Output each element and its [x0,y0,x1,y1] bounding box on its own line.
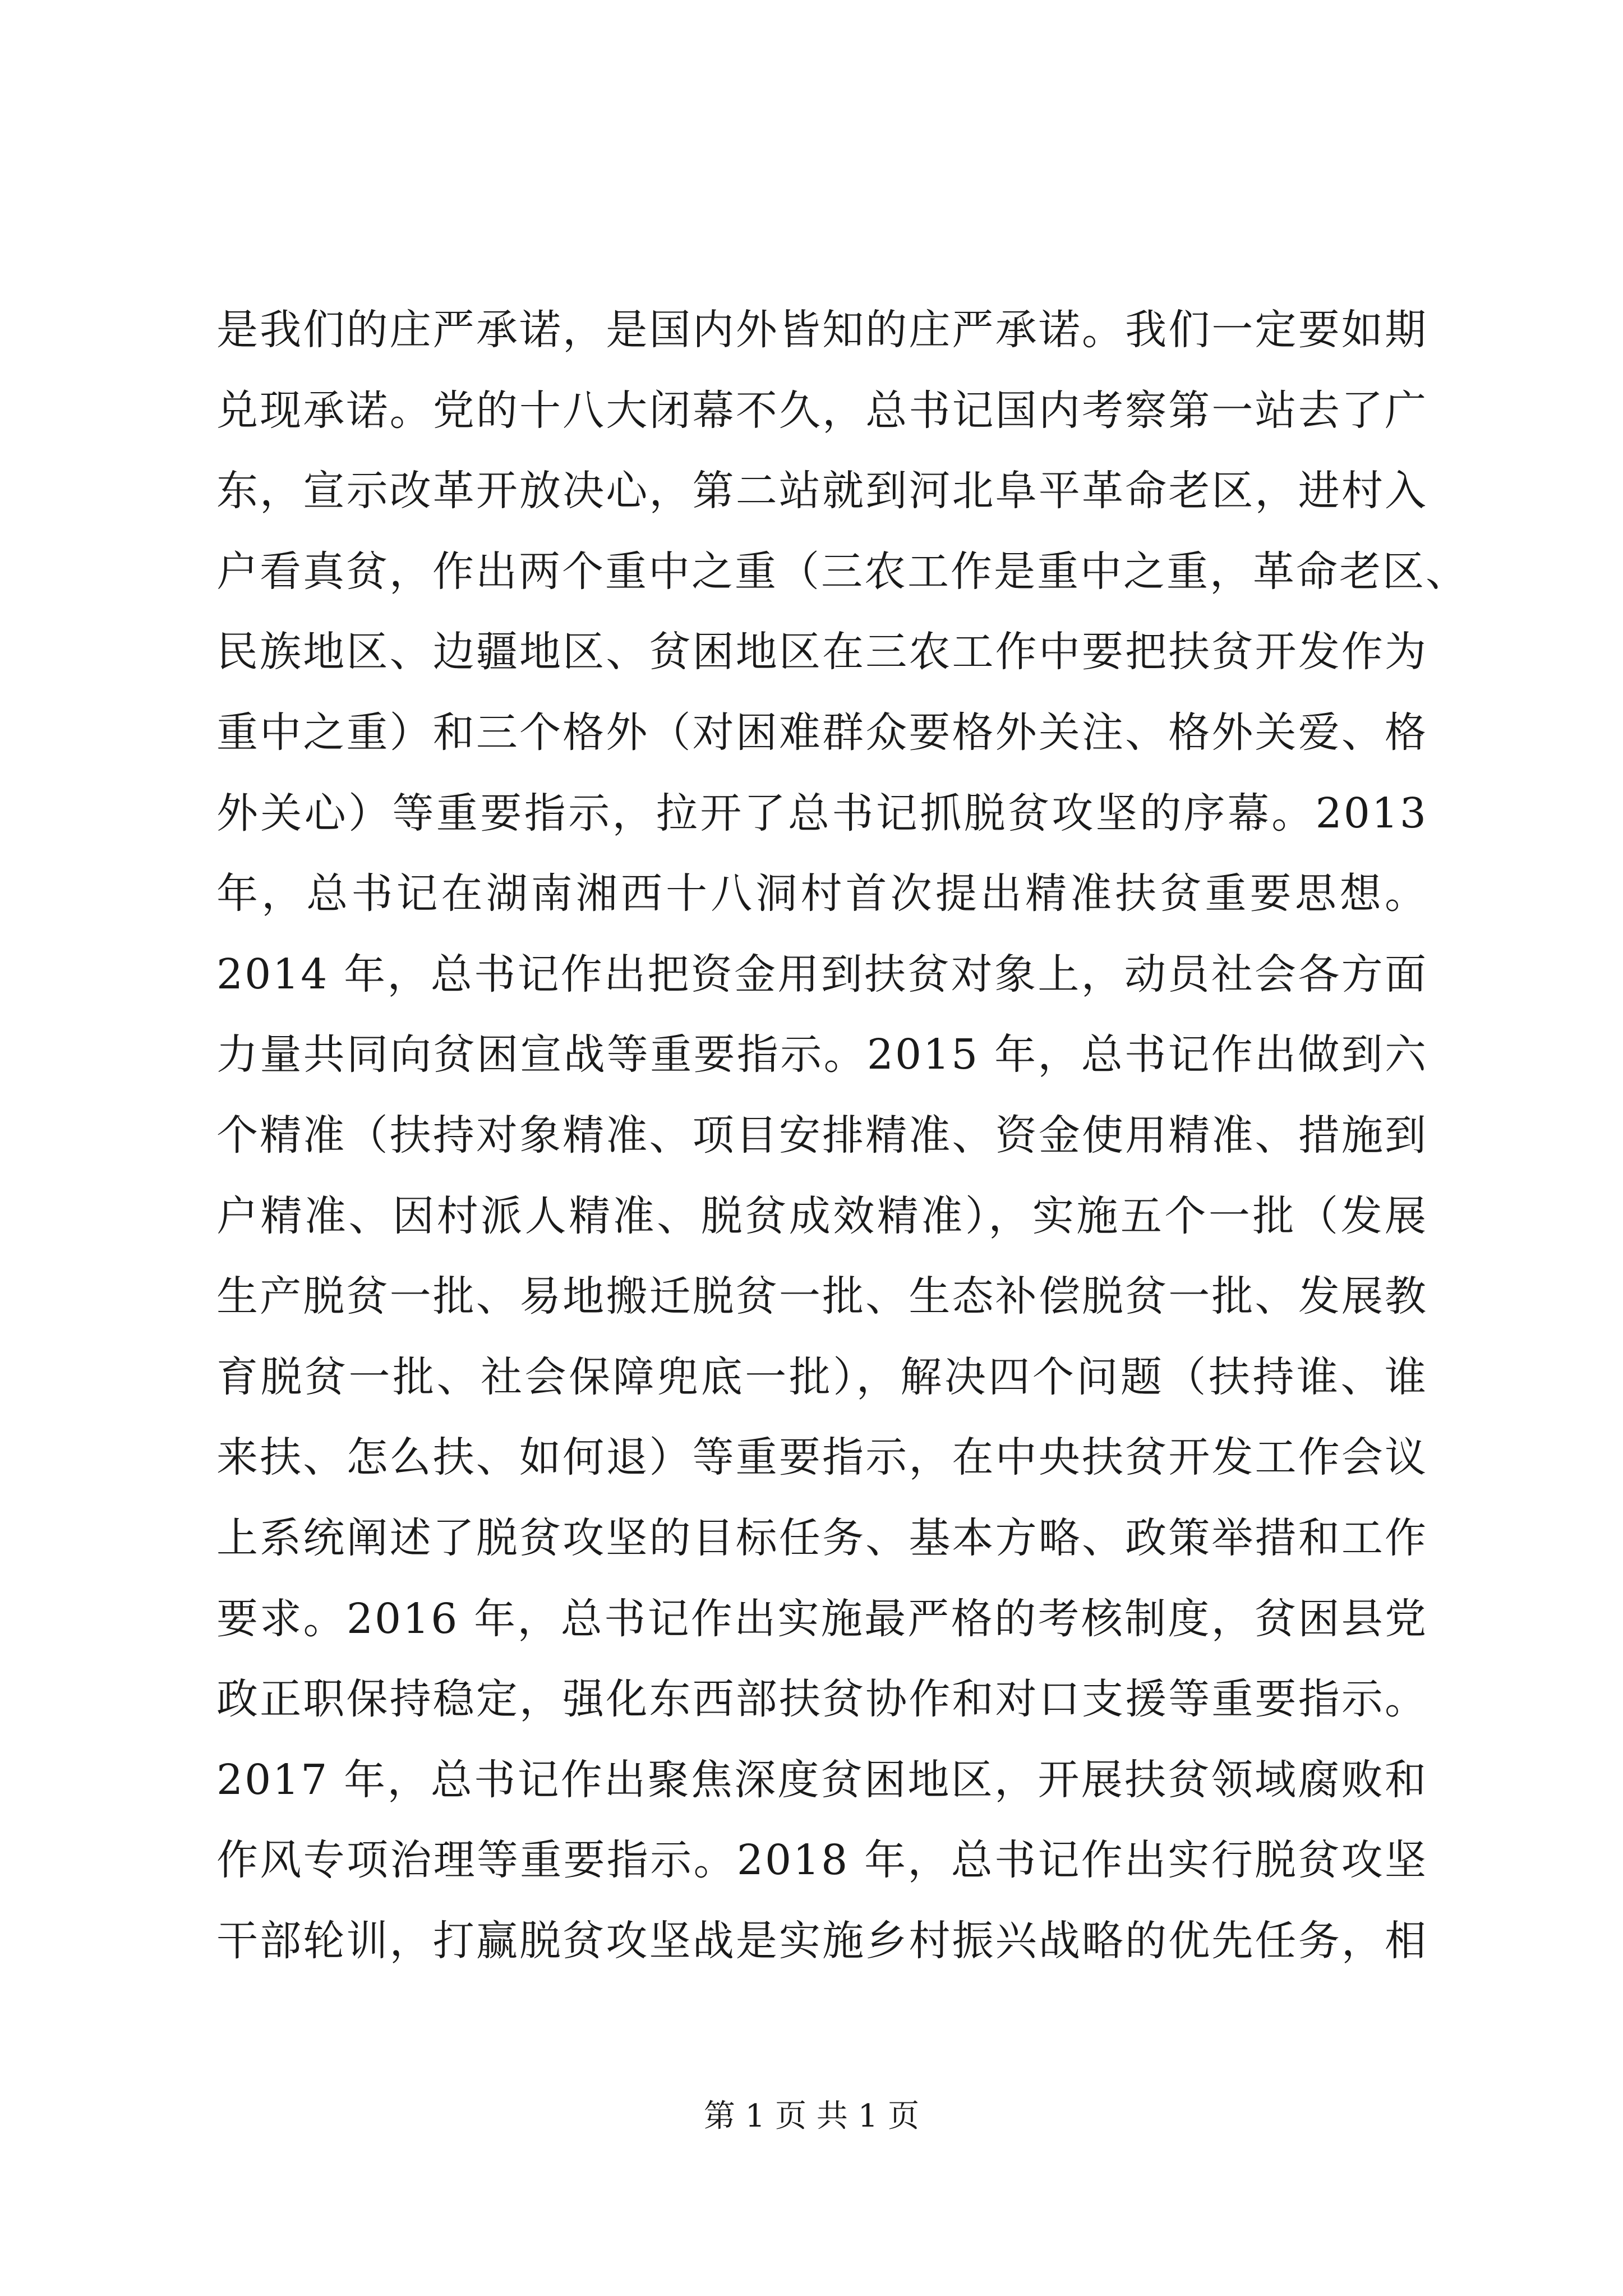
page-number-label: 第 1 页 共 1 页 [703,2098,920,2134]
text-line: 东，宣示改革开放决心，第二站就到河北阜平革命老区，进村入 [216,467,1428,516]
text-line: 是我们的庄严承诺，是国内外皆知的庄严承诺。我们一定要如期 [216,306,1428,354]
text-line: 户看真贫，作出两个重中之重（三农工作是重中之重，革命老区、 [216,547,1469,596]
text-line: 生产脱贫一批、易地搬迁脱贫一批、生态补偿脱贫一批、发展教 [216,1272,1428,1321]
text-line: 作风专项治理等重要指示。2018 年，总书记作出实行脱贫攻坚 [216,1836,1428,1885]
text-line: 育脱贫一批、社会保障兜底一批），解决四个问题（扶持谁、谁 [216,1352,1428,1401]
text-line: 要求。2016 年，总书记作出实施最严格的考核制度，贫困县党 [216,1594,1428,1643]
text-line: 重中之重）和三个格外（对困难群众要格外关注、格外关爱、格 [216,708,1428,757]
body-text [216,290,1469,1981]
text-line: 外关心）等重要指示，拉开了总书记抓脱贫攻坚的序幕。2013 [216,789,1428,838]
page-footer [0,2097,1623,2136]
text-line: 户精准、因村派人精准、脱贫成效精准），实施五个一批（发展 [216,1191,1428,1240]
text-line: 政正职保持稳定，强化东西部扶贫协作和对口支援等重要指示。 [216,1675,1428,1724]
text-line: 2014 年，总书记作出把资金用到扶贫对象上，动员社会各方面 [216,950,1428,999]
text-line: 来扶、怎么扶、如何退）等重要指示，在中央扶贫开发工作会议 [216,1433,1428,1482]
text-line: 上系统阐述了脱贫攻坚的目标任务、基本方略、政策举措和工作 [216,1513,1428,1562]
text-line: 年，总书记在湖南湘西十八洞村首次提出精准扶贫重要思想。 [216,869,1428,918]
text-line: 民族地区、边疆地区、贫困地区在三农工作中要把扶贫开发作为 [216,628,1428,677]
text-line: 2017 年，总书记作出聚焦深度贫困地区，开展扶贫领域腐败和 [216,1755,1428,1804]
text-line: 力量共同向贫困宣战等重要指示。2015 年，总书记作出做到六 [216,1030,1428,1079]
text-line: 个精准（扶持对象精准、项目安排精准、资金使用精准、措施到 [216,1111,1428,1159]
text-line: 干部轮训，打赢脱贫攻坚战是实施乡村振兴战略的优先任务，相 [216,1916,1428,1965]
text-line: 兑现承诺。党的十八大闭幕不久，总书记国内考察第一站去了广 [216,386,1428,435]
